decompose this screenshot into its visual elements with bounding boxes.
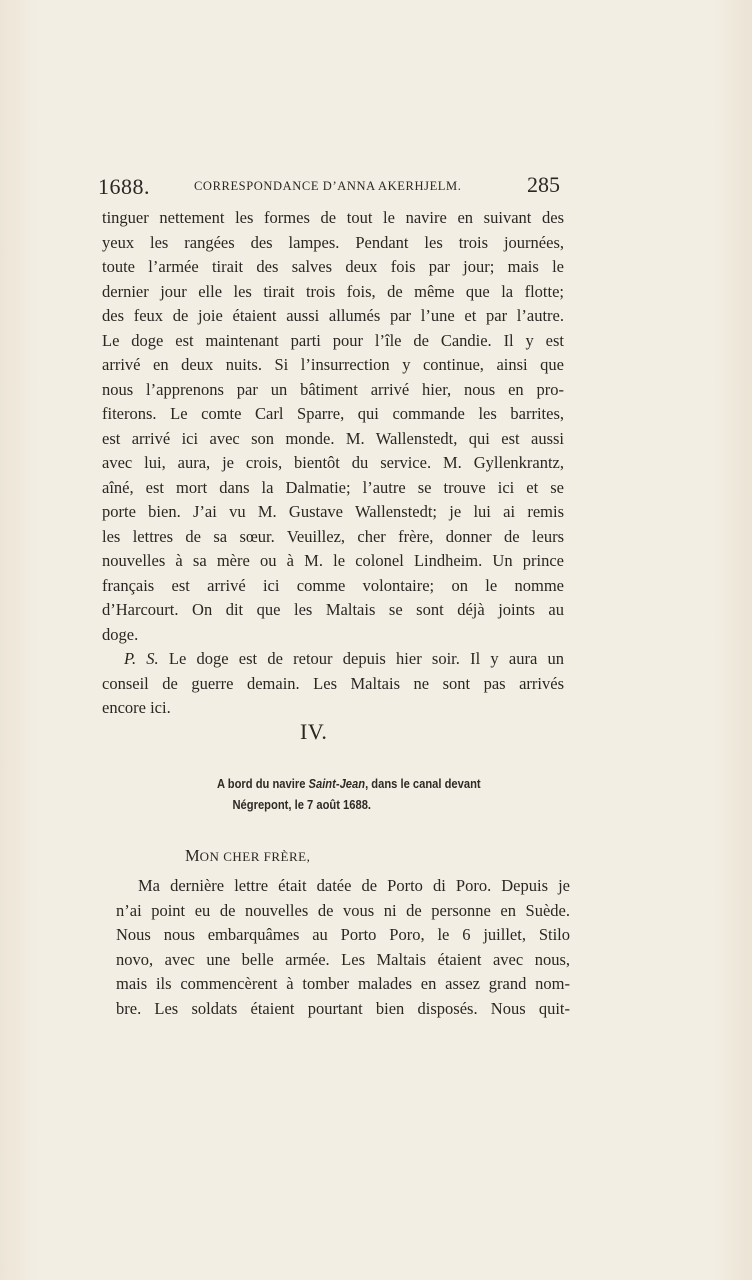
text-line: les lettres de sa sœur. Veuillez, cher frère, donner de leurs xyxy=(102,526,564,546)
text-line: d’Harcourt. On dit que les Maltais se sont déjà joints au xyxy=(102,600,564,619)
text-line: est arrivé ici avec son monde. M. Wallenstedt, qui est aussi xyxy=(102,428,564,448)
letter-iii-continuation xyxy=(102,206,564,721)
text-line: arrivé en deux nuits. Si l’insurrection y continue, ainsi que xyxy=(102,355,564,374)
text-line: Nous nous embarquâmes au Porto Poro, le 6 juillet, Stilo xyxy=(116,925,570,944)
dateline-line-2: Négrepont, le 7 août 1688. xyxy=(232,797,372,812)
text-line: fiterons. Le comte Carl Sparre, qui commande les barrites, xyxy=(102,404,564,423)
dateline-line xyxy=(217,773,527,794)
salutation-smallcaps: ON CHER FRÈRE, xyxy=(199,849,311,864)
salutation xyxy=(185,846,310,866)
text-line: nouvelles à sa mère ou à M. le colonel Lindheim. Un prince xyxy=(102,551,564,570)
text-line: toute l’armée tirait des salves deux fois par jour; mais le xyxy=(102,257,564,276)
running-head-year: 1688. xyxy=(98,174,150,199)
dateline-prefix: A bord du navire xyxy=(217,776,309,791)
text-line: yeux les rangées des lampes. Pendant les trois journées, xyxy=(102,232,564,252)
section-numeral: IV. xyxy=(300,719,328,744)
text-line: Le doge est maintenant parti pour l’île de Candie. Il y est xyxy=(102,330,564,350)
postscript-line: encore ici. xyxy=(102,698,171,717)
text-line: avec lui, aura, je crois, bientôt du service. M. Gyllenkrantz, xyxy=(102,453,564,472)
text-line: bre. Les soldats étaient pourtant bien disposés. Nous quit- xyxy=(116,998,570,1018)
text-line: des feux de joie étaient aussi allumés par l’une et par l’autre. xyxy=(102,306,564,325)
text-line: doge. xyxy=(102,624,139,644)
postscript-line: conseil de guerre demain. Les Maltais ne sont pas arrivés xyxy=(102,673,564,693)
text-line: tinguer nettement les formes de tout le navire en suivant des xyxy=(102,208,564,227)
running-head xyxy=(98,174,560,202)
text-line: Ma dernière lettre était datée de Porto di Poro. Depuis je xyxy=(138,876,570,895)
dateline-suffix: , dans le canal devant xyxy=(365,776,481,791)
text-line: dernier jour elle les tirait trois fois, de même que la flotte; xyxy=(102,281,564,301)
text-line: mais ils commencèrent à tomber malades en assez grand nom- xyxy=(116,974,570,993)
salutation-cap: M xyxy=(185,846,200,865)
text-line: aîné, est mort dans la Dalmatie; l’autre se trouve ici et se xyxy=(102,477,564,497)
letter-iv-body xyxy=(116,874,570,1021)
text-line: n’ai point eu de nouvelles de vous ni de personne en Suède. xyxy=(116,900,570,920)
postscript-text: Le doge est de retour depuis hier soir. Il y aura un xyxy=(158,649,564,668)
running-head-title: CORRESPONDANCE D’ANNA AKERHJELM. xyxy=(194,179,462,193)
text-line: porte bien. J’ai vu M. Gustave Wallenstedt; je lui ai remis xyxy=(102,502,564,521)
text-line: novo, avec une belle armée. Les Maltais étaient avec nous, xyxy=(116,949,570,969)
letter-dateline xyxy=(217,773,527,815)
text-line: français est arrivé ici comme volontaire; on le nomme xyxy=(102,575,564,595)
postscript-line xyxy=(102,647,564,672)
postscript-label: P. S. xyxy=(124,649,159,668)
ship-name: Saint-Jean xyxy=(308,776,366,791)
text-line: nous l’apprenons par un bâtiment arrivé hier, nous en pro- xyxy=(102,379,564,399)
page-number: 285 xyxy=(527,172,560,197)
